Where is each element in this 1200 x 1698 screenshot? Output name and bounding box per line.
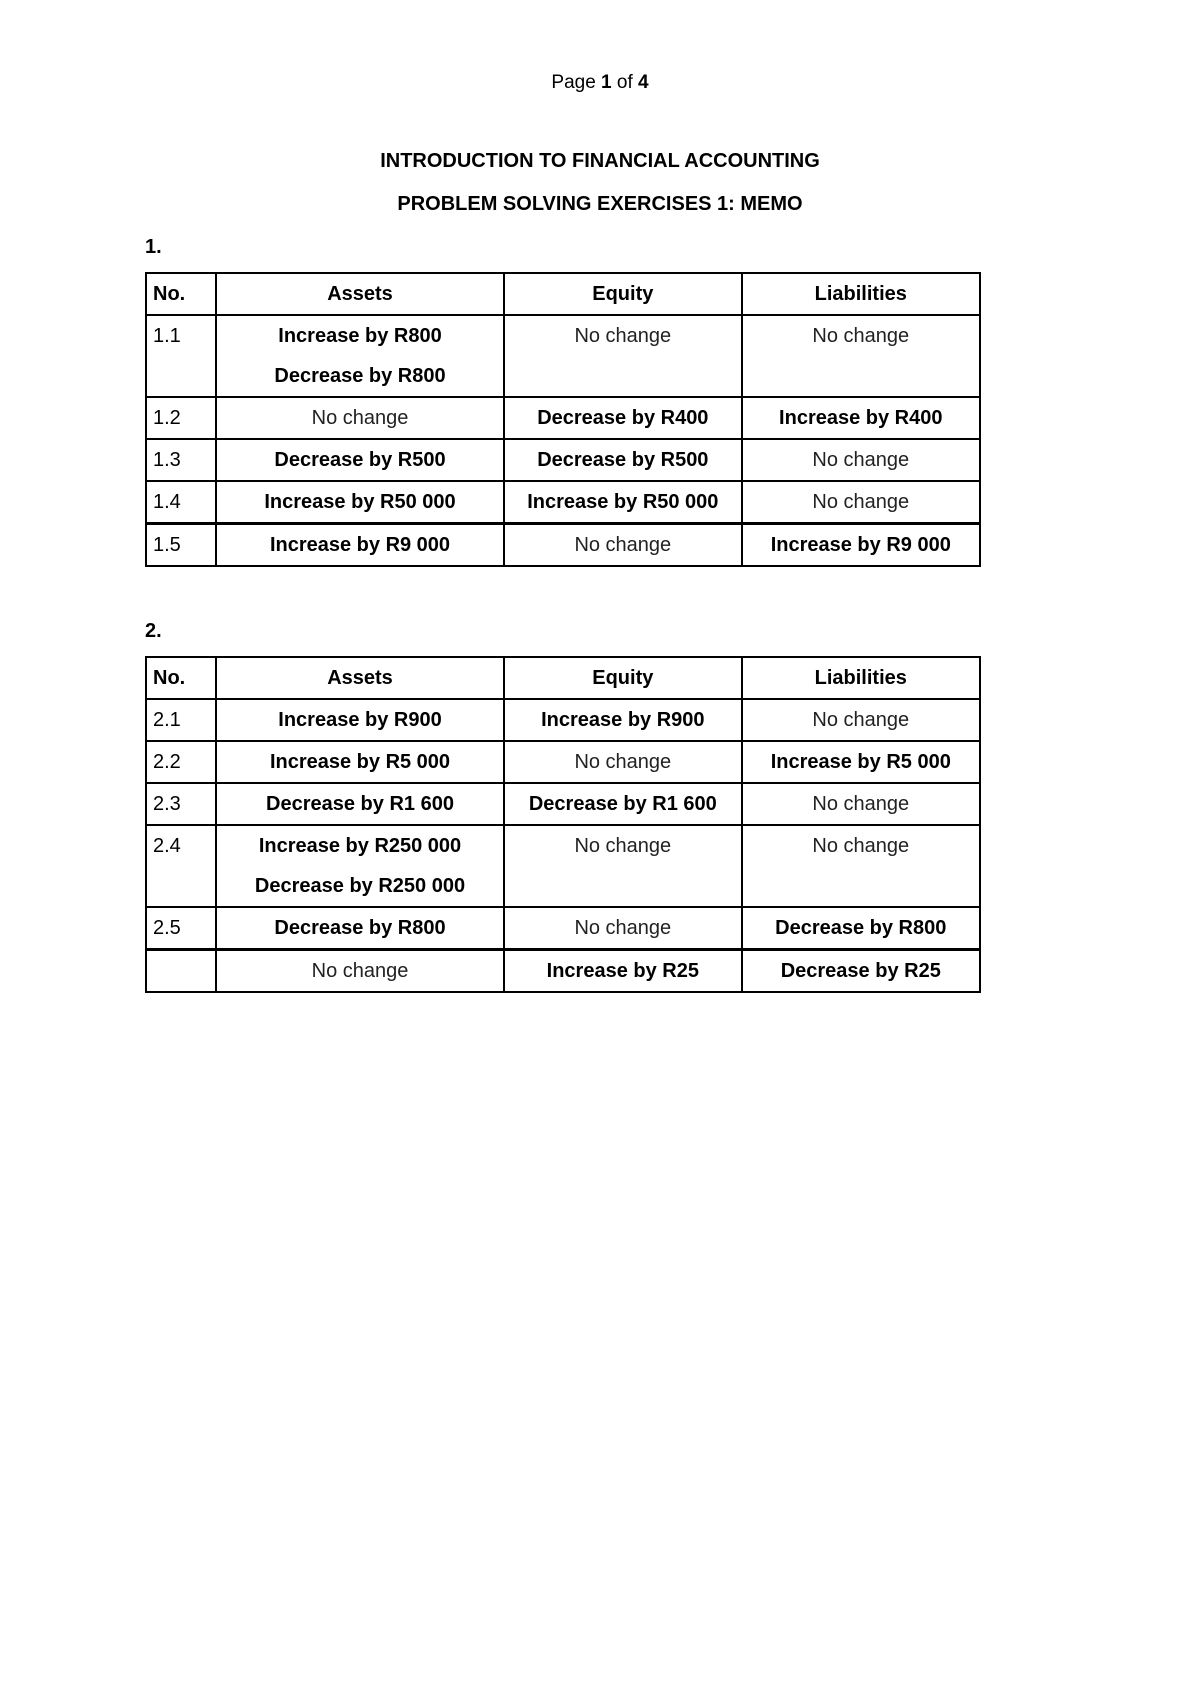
table-row: [146, 741, 980, 783]
cell-liabilities: Decrease by R25: [742, 950, 980, 993]
table-row: [146, 481, 980, 524]
table-row: [146, 524, 980, 567]
cell-no: 2.2: [146, 741, 216, 783]
assets-line: Decrease by R800: [274, 365, 446, 387]
assets-line: No change: [311, 960, 409, 982]
cell-equity: No change: [504, 315, 741, 397]
cell-liabilities: Increase by R400: [742, 397, 980, 439]
cell-equity: Decrease by R400: [504, 397, 741, 439]
table-row: [146, 907, 980, 950]
cell-assets: [216, 481, 504, 524]
table-header-row: [146, 657, 980, 699]
table-row: [146, 439, 980, 481]
table-header-row: [146, 273, 980, 315]
cell-liabilities: No change: [742, 315, 980, 397]
cell-no: 1.1: [146, 315, 216, 397]
cell-assets: [216, 741, 504, 783]
cell-no: 2.4: [146, 825, 216, 907]
page-number: [0, 72, 1200, 94]
section-2-label: 2.: [145, 620, 162, 642]
page-current: 1: [601, 72, 612, 93]
table-row: [146, 397, 980, 439]
document-title: INTRODUCTION TO FINANCIAL ACCOUNTING: [380, 150, 820, 172]
header-equity: Equity: [504, 273, 741, 315]
cell-equity: No change: [504, 741, 741, 783]
cell-assets: [216, 439, 504, 481]
cell-assets: [216, 907, 504, 950]
cell-equity: Increase by R50 000: [504, 481, 741, 524]
cell-no: 1.2: [146, 397, 216, 439]
assets-line: Increase by R9 000: [269, 534, 451, 556]
cell-liabilities: No change: [742, 481, 980, 524]
header-assets: Assets: [216, 657, 504, 699]
cell-liabilities: No change: [742, 783, 980, 825]
table-row: [146, 950, 980, 993]
header-equity: Equity: [504, 657, 741, 699]
cell-equity: No change: [504, 907, 741, 950]
section-2-table: [145, 656, 981, 993]
cell-equity: Increase by R25: [504, 950, 741, 993]
cell-liabilities: No change: [742, 439, 980, 481]
header-no: No.: [146, 273, 216, 315]
cell-no: 1.4: [146, 481, 216, 524]
assets-line: Increase by R50 000: [264, 491, 456, 513]
cell-liabilities: Decrease by R800: [742, 907, 980, 950]
assets-line: Decrease by R1 600: [266, 793, 454, 815]
cell-equity: Increase by R900: [504, 699, 741, 741]
cell-no: 2.5: [146, 907, 216, 950]
assets-line: Increase by R250 000: [258, 835, 462, 857]
cell-assets: [216, 783, 504, 825]
header-liabilities: Liabilities: [742, 657, 980, 699]
assets-line: Decrease by R800: [274, 917, 446, 939]
section-1-label: 1.: [145, 236, 162, 258]
assets-line: Increase by R800: [278, 325, 442, 347]
cell-equity: No change: [504, 524, 741, 567]
header-liabilities: Liabilities: [742, 273, 980, 315]
assets-line: Increase by R5 000: [269, 751, 451, 773]
cell-assets: [216, 524, 504, 567]
cell-assets: [216, 699, 504, 741]
document-subtitle: PROBLEM SOLVING EXERCISES 1: MEMO: [397, 193, 803, 215]
table-row: [146, 783, 980, 825]
cell-no: 1.5: [146, 524, 216, 567]
cell-no: 2.1: [146, 699, 216, 741]
header-no: No.: [146, 657, 216, 699]
cell-equity: No change: [504, 825, 741, 907]
cell-no: 2.3: [146, 783, 216, 825]
cell-assets: [216, 315, 504, 397]
table-row: [146, 699, 980, 741]
cell-assets: [216, 397, 504, 439]
cell-no: [146, 950, 216, 993]
cell-assets: [216, 825, 504, 907]
section-1-table: [145, 272, 981, 567]
cell-liabilities: No change: [742, 825, 980, 907]
cell-assets: [216, 950, 504, 993]
table-row: [146, 315, 980, 397]
assets-line: Increase by R900: [278, 709, 442, 731]
cell-liabilities: Increase by R5 000: [742, 741, 980, 783]
cell-liabilities: No change: [742, 699, 980, 741]
table-row: [146, 825, 980, 907]
cell-equity: Decrease by R1 600: [504, 783, 741, 825]
assets-line: Decrease by R500: [274, 449, 446, 471]
cell-equity: Decrease by R500: [504, 439, 741, 481]
cell-liabilities: Increase by R9 000: [742, 524, 980, 567]
header-assets: Assets: [216, 273, 504, 315]
cell-no: 1.3: [146, 439, 216, 481]
assets-line: Decrease by R250 000: [254, 875, 466, 897]
page-total: 4: [638, 72, 649, 93]
assets-line: No change: [311, 407, 409, 429]
page-prefix: Page: [551, 72, 602, 93]
page-middle: of: [611, 72, 639, 93]
